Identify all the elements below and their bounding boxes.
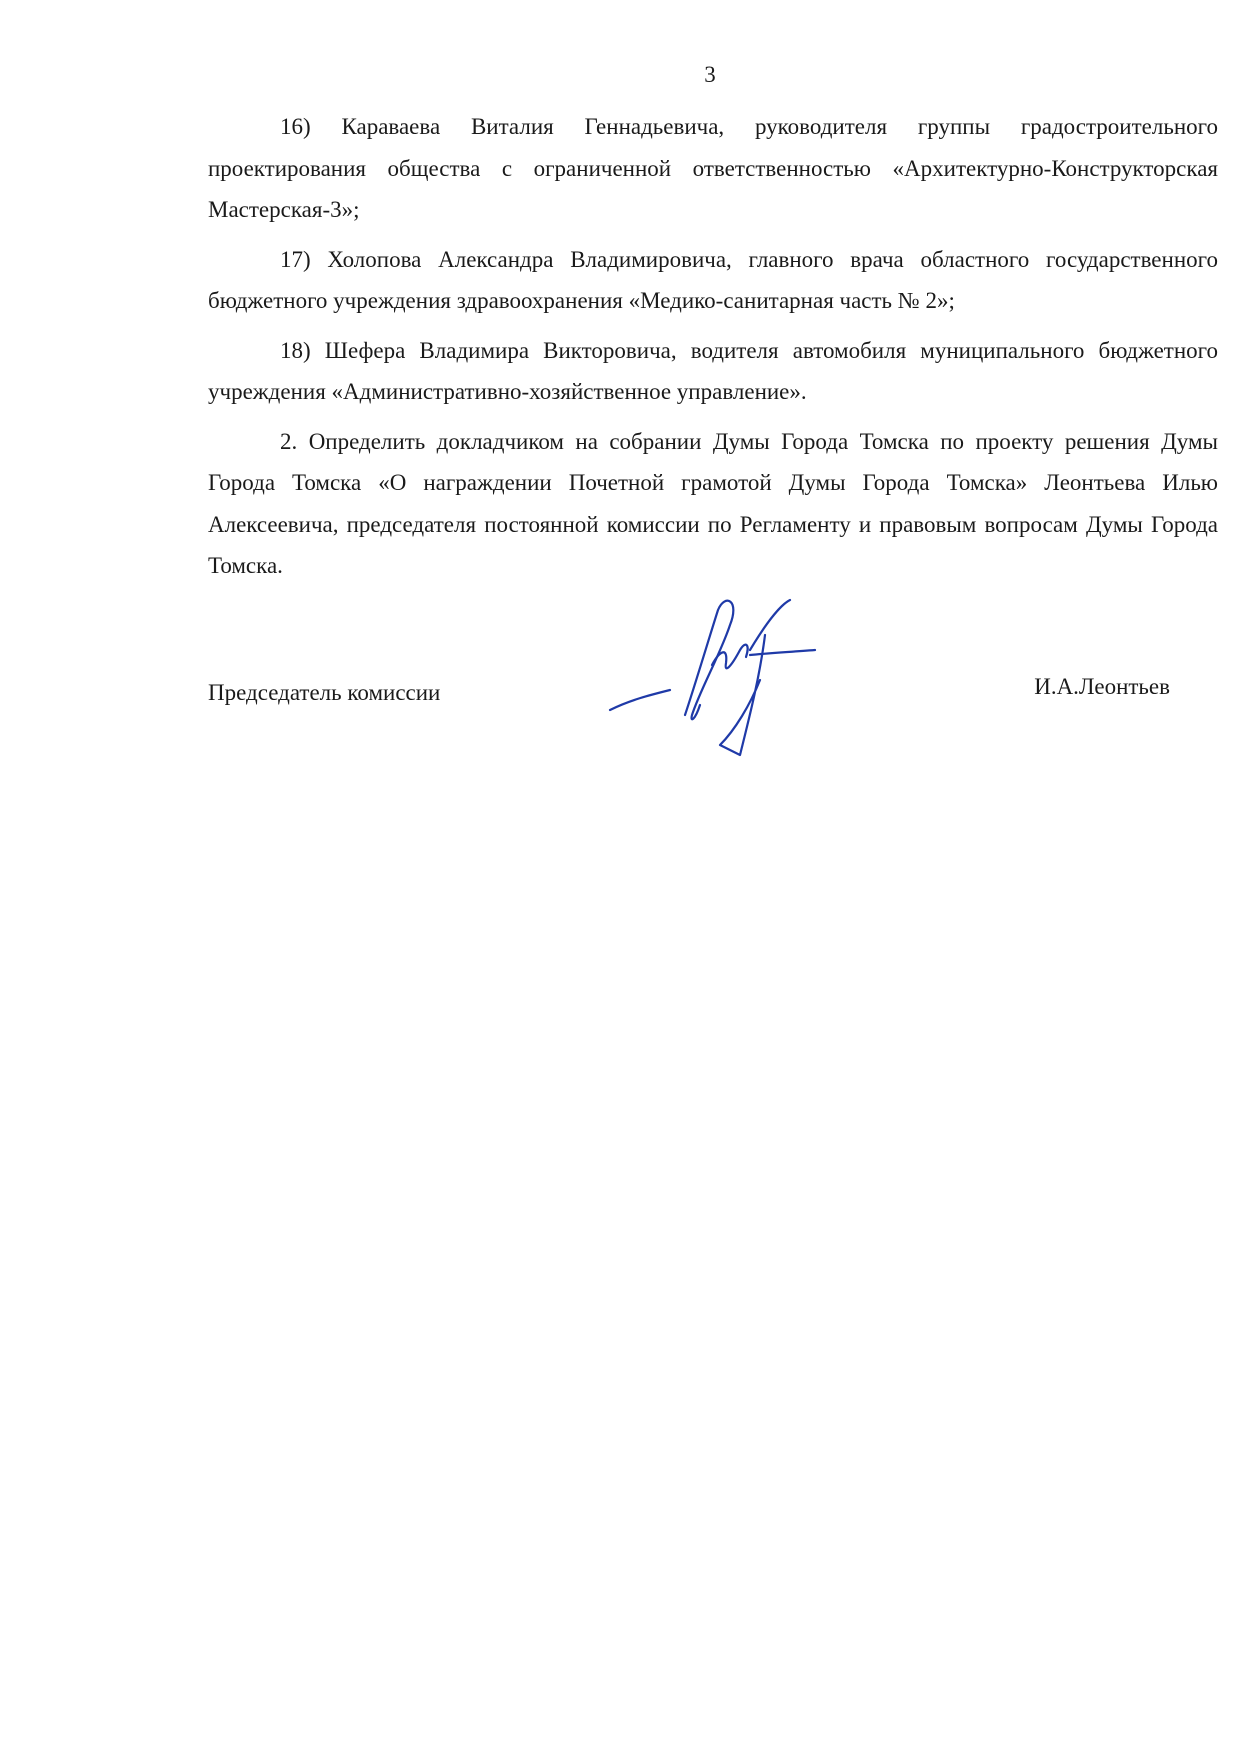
list-item-16: 16) Караваева Виталия Геннадьевича, руководителя группы градостроительного проектирования общества с ограниченной ответственностью «Архитектурно-Конструкторская Мастерская-3»;: [208, 114, 1218, 222]
signatory-name: И.А.Леонтьев: [1034, 674, 1170, 699]
list-item-17: 17) Холопова Александра Владимировича, главного врача областного государственного бюджетного учреждения здравоохранения «Медико-санитарная часть № 2»;: [208, 246, 1218, 313]
document-body: [208, 106, 1218, 595]
signature-row: [208, 674, 1218, 720]
list-item-18: 18) Шефера Владимира Викторовича, водителя автомобиля муниципального бюджетного учреждения «Административно-хозяйственное управление».: [208, 337, 1218, 404]
page-number: 3: [704, 62, 716, 87]
resolution-paragraph-2: 2. Определить докладчиком на собрании Думы Города Томска по проекту решения Думы Города Томска «О награждении Почетной грамотой Думы Города Томска» Леонтьева Илью Алексеевича, председателя постоянной комиссии по Регламенту и правовым вопросам Думы Города Томска.: [208, 428, 1218, 578]
signatory-title: Председатель комиссии: [208, 680, 441, 705]
